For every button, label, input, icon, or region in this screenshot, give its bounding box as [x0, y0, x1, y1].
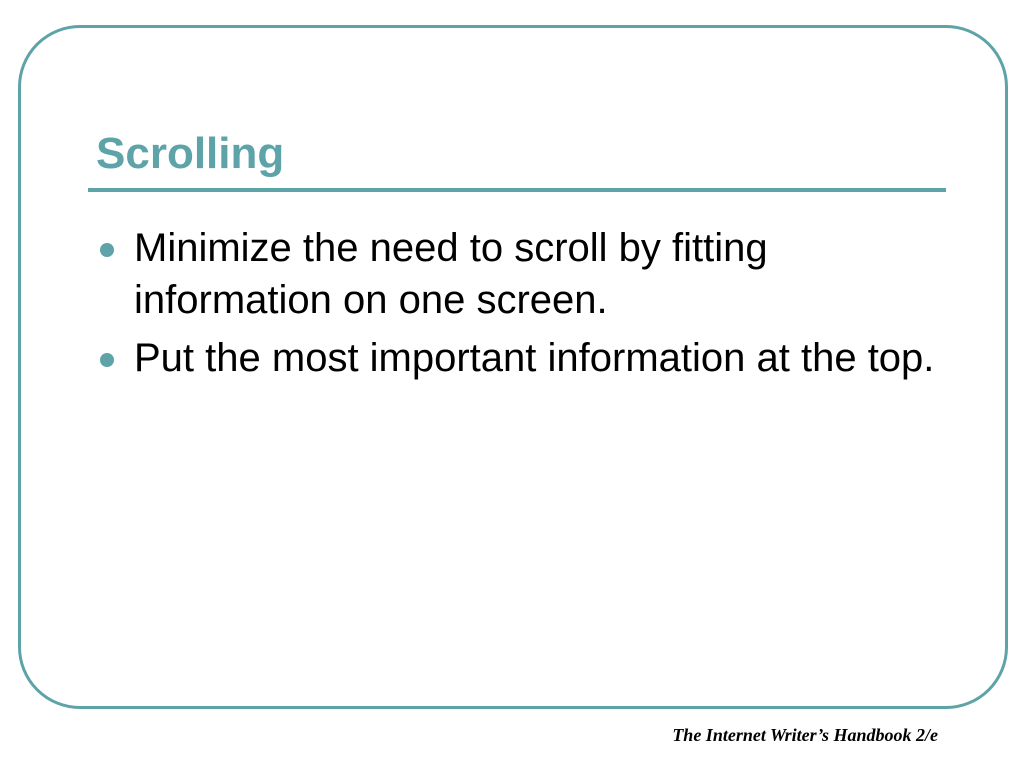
title-underline [88, 188, 946, 192]
bullet-item [96, 332, 946, 384]
bullet-item [96, 222, 946, 326]
bullet-dot-icon [100, 243, 114, 257]
bullet-text: Minimize the need to scroll by fitting information on one screen. [134, 226, 768, 322]
slide-title: Scrolling [96, 129, 285, 178]
bullet-list [96, 222, 946, 390]
bullet-text: Put the most important information at the top. [134, 336, 935, 380]
footer-caption: The Internet Writer’s Handbook 2/e [672, 725, 938, 745]
bullet-dot-icon [100, 353, 114, 367]
